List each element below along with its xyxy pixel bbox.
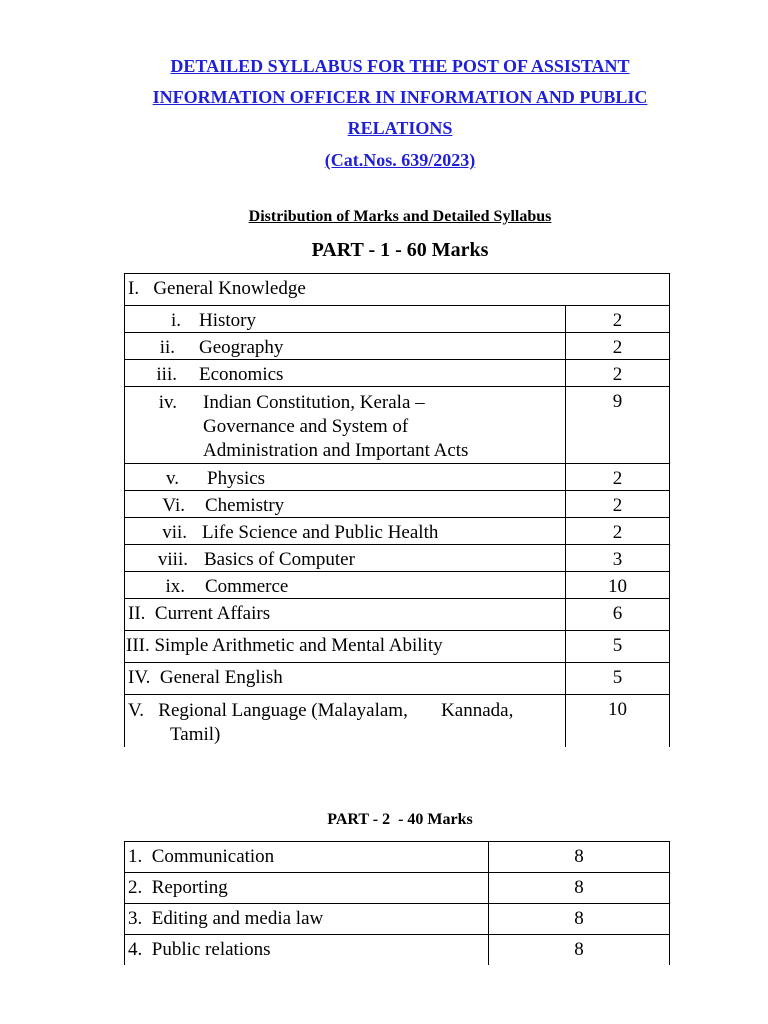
item-label-line3: Administration and Important Acts	[203, 440, 469, 461]
table-row	[125, 842, 670, 873]
table-row	[125, 464, 670, 491]
item-marks: 2	[566, 360, 670, 387]
item-roman: v.	[165, 468, 179, 489]
item-label: Geography	[199, 337, 284, 358]
item-roman: vii.	[162, 522, 187, 543]
table-row	[125, 491, 670, 518]
section-marks: 6	[566, 599, 670, 631]
item-roman: iii.	[156, 364, 177, 385]
title-line-3: RELATIONS	[347, 118, 453, 138]
topic-label: 3. Editing and media law	[125, 904, 489, 935]
section-roman: I.	[128, 278, 140, 299]
topic-marks: 8	[489, 842, 670, 873]
section-marks: 5	[566, 663, 670, 695]
section-marks: 10	[566, 695, 670, 748]
topic-label: 4. Public relations	[125, 935, 489, 966]
topic-label: 2. Reporting	[125, 873, 489, 904]
table-row	[125, 599, 670, 631]
item-roman: iv.	[158, 392, 177, 413]
title-line-4: (Cat.Nos. 639/2023)	[324, 150, 476, 170]
item-roman: ii.	[159, 337, 175, 358]
item-roman: ix.	[165, 576, 185, 597]
item-label: Chemistry	[205, 495, 285, 516]
table-row	[125, 695, 670, 748]
topic-marks: 8	[489, 904, 670, 935]
item-label: Economics	[199, 364, 284, 385]
section-label: III. Simple Arithmetic and Mental Ability	[125, 631, 566, 663]
section-label: General Knowledge	[153, 278, 306, 299]
item-label: Basics of Computer	[204, 549, 355, 570]
topic-marks: 8	[489, 935, 670, 966]
table-row	[125, 333, 670, 360]
item-marks: 2	[566, 464, 670, 491]
item-label: Commerce	[205, 576, 289, 597]
part2-table	[124, 841, 670, 965]
table-row	[125, 631, 670, 663]
section-label-line2: Tamil)	[170, 724, 221, 745]
part2-heading: PART - 2 - 40 Marks	[327, 811, 473, 828]
item-label: Indian Constitution, Kerala –	[203, 392, 425, 413]
part1-heading: PART - 1 - 60 Marks	[311, 239, 489, 261]
item-label: Physics	[207, 468, 266, 489]
section-label: V. Regional Language (Malayalam, Kannada,	[128, 700, 514, 721]
topic-label: 1. Communication	[125, 842, 489, 873]
table-row	[125, 663, 670, 695]
table-row	[125, 387, 670, 464]
title-line-1: DETAILED SYLLABUS FOR THE POST OF ASSISTANT	[170, 56, 630, 76]
table-row	[125, 545, 670, 572]
table-row	[125, 360, 670, 387]
topic-marks: 8	[489, 873, 670, 904]
item-marks: 10	[566, 572, 670, 599]
table-row	[125, 274, 670, 306]
table-row	[125, 904, 670, 935]
table-row	[125, 518, 670, 545]
section-label: II. Current Affairs	[125, 599, 566, 631]
item-marks: 2	[566, 333, 670, 360]
item-marks: 9	[566, 387, 670, 464]
section-label: IV. General English	[125, 663, 566, 695]
item-marks: 3	[566, 545, 670, 572]
section-general-knowledge	[125, 274, 670, 306]
distribution-heading: Distribution of Marks and Detailed Syllabus	[248, 208, 552, 225]
item-marks: 2	[566, 306, 670, 333]
item-roman: Vi.	[162, 495, 185, 516]
item-roman: viii.	[157, 549, 188, 570]
table-row	[125, 306, 670, 333]
table-row	[125, 873, 670, 904]
section-marks: 5	[566, 631, 670, 663]
table-row	[125, 935, 670, 966]
item-label: Life Science and Public Health	[202, 522, 439, 543]
item-marks: 2	[566, 518, 670, 545]
part1-table	[124, 273, 670, 747]
item-label-line2: Governance and System of	[203, 416, 409, 437]
item-roman: i.	[170, 310, 181, 331]
item-label: History	[199, 310, 256, 331]
table-row	[125, 572, 670, 599]
title-line-2: INFORMATION OFFICER IN INFORMATION AND PUBLIC	[152, 87, 648, 107]
item-marks: 2	[566, 491, 670, 518]
